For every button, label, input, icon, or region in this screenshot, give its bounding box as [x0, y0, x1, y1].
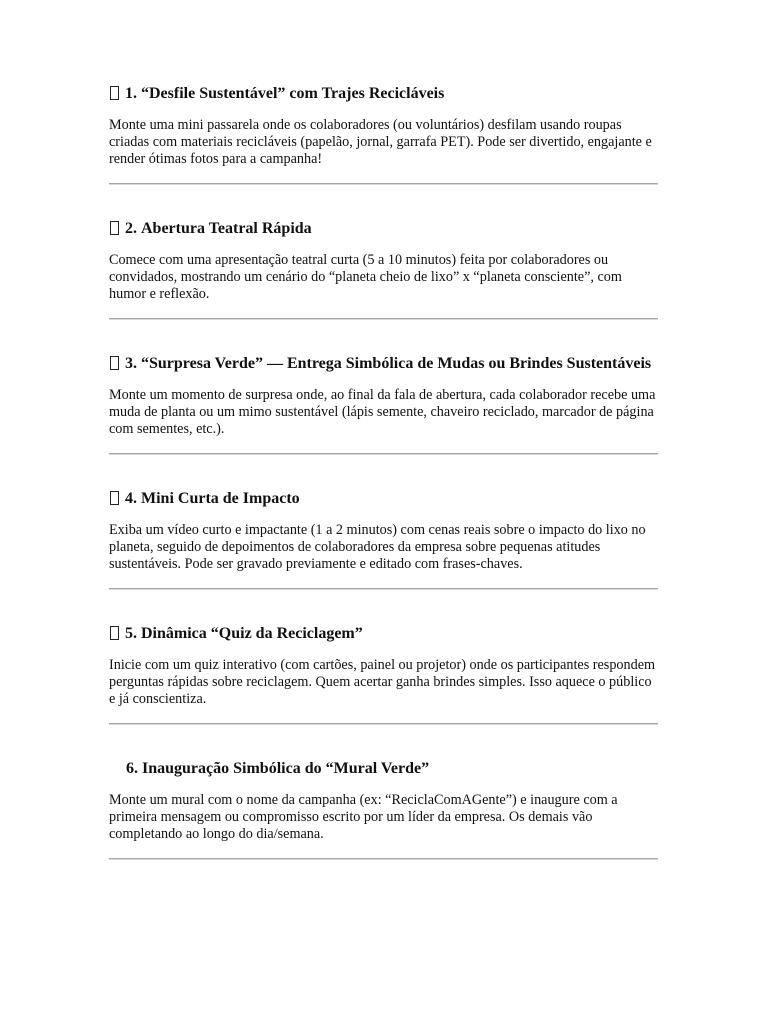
- box-glyph-icon: [110, 626, 119, 640]
- section-1: [109, 84, 658, 185]
- section-number: 5.: [125, 625, 137, 642]
- section-3: [109, 354, 658, 455]
- section-number: 2.: [125, 220, 137, 237]
- section-heading: [109, 354, 658, 373]
- section-body: Inicie com um quiz interativo (com cartões, painel ou projetor) onde os participantes respondem perguntas rápidas sobre reciclagem. Quem acertar ganha brindes simples. Isso aquece o público e já conscientiza.: [109, 657, 656, 707]
- horizontal-rule: [109, 858, 658, 860]
- section-heading: [109, 84, 658, 103]
- section-title: Inauguração Simbólica do “Mural Verde”: [142, 760, 430, 777]
- section-heading: [109, 759, 658, 778]
- section-title: Abertura Teatral Rápida: [141, 220, 312, 237]
- section-title: “Surpresa Verde” — Entrega Simbólica de Mudas ou Brindes Sustentáveis: [141, 355, 652, 372]
- section-number: 1.: [125, 85, 137, 102]
- section-title: “Desfile Sustentável” com Trajes Recicláveis: [141, 85, 445, 102]
- section-5: [109, 624, 658, 725]
- section-number: 3.: [125, 355, 137, 372]
- section-body: Comece com uma apresentação teatral curta (5 a 10 minutos) feita por colaboradores ou convidados, mostrando um cenário do “planeta cheio de lixo” x “planeta consciente”, com humor e reflexão.: [109, 252, 622, 302]
- section-body: Monte um momento de surpresa onde, ao final da fala de abertura, cada colaborador recebe uma muda de planta ou um mimo sustentável (lápis semente, chaveiro reciclado, marcador de página com sementes, etc.).: [109, 387, 656, 437]
- document-page: [109, 84, 658, 860]
- box-glyph-icon: [110, 356, 119, 370]
- section-heading: [109, 624, 658, 643]
- section-title: Dinâmica “Quiz da Reciclagem”: [141, 625, 363, 642]
- box-glyph-icon: [110, 491, 119, 505]
- section-body: Monte uma mini passarela onde os colaboradores (ou voluntários) desfilam usando roupas criadas com materiais recicláveis (papelão, jornal, garrafa PET). Pode ser divertido, engajante e render ótimas fotos para a campanha!: [109, 117, 652, 167]
- box-glyph-icon: [110, 221, 119, 235]
- section-2: [109, 219, 658, 320]
- box-glyph-icon: [110, 86, 119, 100]
- section-title: Mini Curta de Impacto: [141, 490, 300, 507]
- section-body: Monte um mural com o nome da campanha (ex: “ReciclaComAGente”) e inaugure com a primeira mensagem ou compromisso escrito por um líder da empresa. Os demais vão completando ao longo do dia/semana.: [109, 792, 618, 842]
- section-heading: [109, 489, 658, 508]
- section-number: 6.: [126, 760, 138, 777]
- section-4: [109, 489, 658, 590]
- section-body: Exiba um vídeo curto e impactante (1 a 2 minutos) com cenas reais sobre o impacto do lixo no planeta, seguido de depoimentos de colaboradores da empresa sobre pequenas atitudes sustentáveis. Pode ser gravado previamente e editado com frases-chaves.: [109, 522, 646, 572]
- section-number: 4.: [125, 490, 137, 507]
- section-6: [109, 759, 658, 860]
- section-heading: [109, 219, 658, 238]
